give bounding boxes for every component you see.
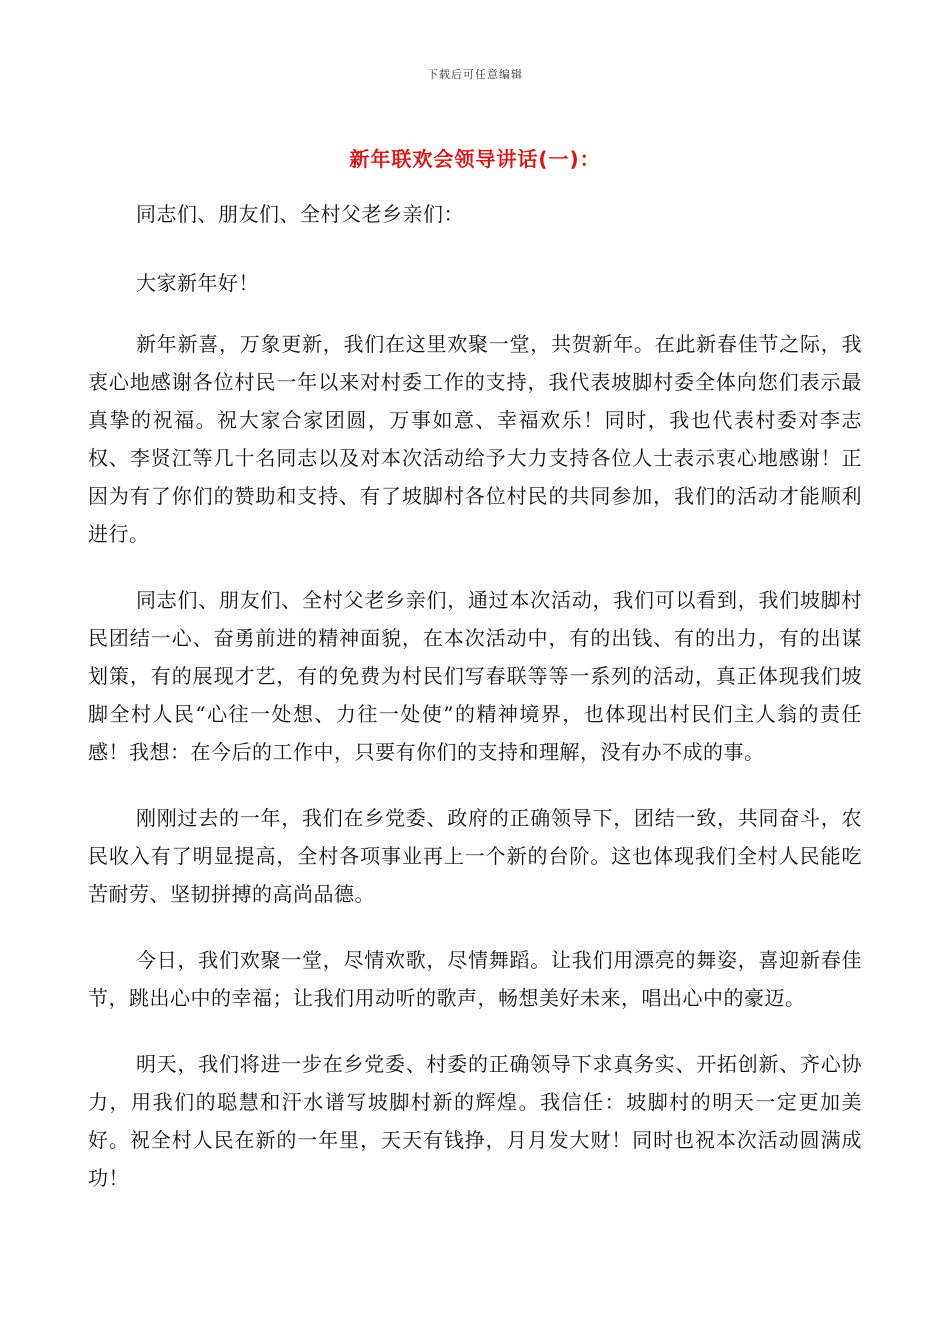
document-title: 新年联欢会领导讲话(一)：: [349, 147, 601, 171]
header-note: 下载后可任意编辑: [427, 68, 523, 81]
document-body: [88, 195, 862, 1225]
body-paragraph-celebration: 今日，我们欢聚一堂，尽情欢歌，尽情舞蹈。让我们用漂亮的舞姿，喜迎新春佳节，跳出心中的幸福；让我们用动听的歌声，畅想美好未来，唱出心中的豪迈。: [88, 948, 862, 1010]
body-paragraph-unity: 同志们、朋友们、全村父老乡亲们，通过本次活动，我们可以看到，我们坡脚村民团结一心、奋勇前进的精神面貌，在本次活动中，有的出钱、有的出力，有的出谋划策，有的展现才艺，有的免费为村民们写春联等等一系列的活动，真正体现我们坡脚全村人民“心往一处想、力往一处使”的精神境界，也体现出村民们主人翁的责任感！我想：在今后的工作中，只要有你们的支持和理解，没有办不成的事。: [88, 588, 862, 764]
body-paragraph-thanks: 新年新喜，万象更新，我们在这里欢聚一堂，共贺新年。在此新春佳节之际，我衷心地感谢各位村民一年以来对村委工作的支持，我代表坡脚村委全体向您们表示最真挚的祝福。祝大家合家团圆，万事如意、幸福欢乐！同时，我也代表村委对李志权、李贤江等几十名同志以及对本次活动给予大力支持各位人士表示衷心地感谢！正因为有了你们的赞助和支持、有了坡脚村各位村民的共同参加，我们的活动才能顺利进行。: [88, 332, 862, 546]
salutation-paragraph: 同志们、朋友们、全村父老乡亲们：: [136, 202, 464, 226]
new-year-greeting-paragraph: 大家新年好！: [136, 271, 259, 295]
body-paragraph-future: 明天，我们将进一步在乡党委、村委的正确领导下求真务实、开拓创新、齐心协力，用我们的聪慧和汗水谱写坡脚村新的辉煌。我信任：坡脚村的明天一定更加美好。祝全村人民在新的一年里，天天有钱挣，月月发大财！同时也祝本次活动圆满成功！: [88, 1052, 862, 1190]
body-paragraph-past-year: 刚刚过去的一年，我们在乡党委、政府的正确领导下，团结一致，共同奋斗，农民收入有了明显提高，全村各项事业再上一个新的台阶。这也体现我们全村人民能吃苦耐劳、坚韧拼搏的高尚品德。: [88, 806, 862, 906]
